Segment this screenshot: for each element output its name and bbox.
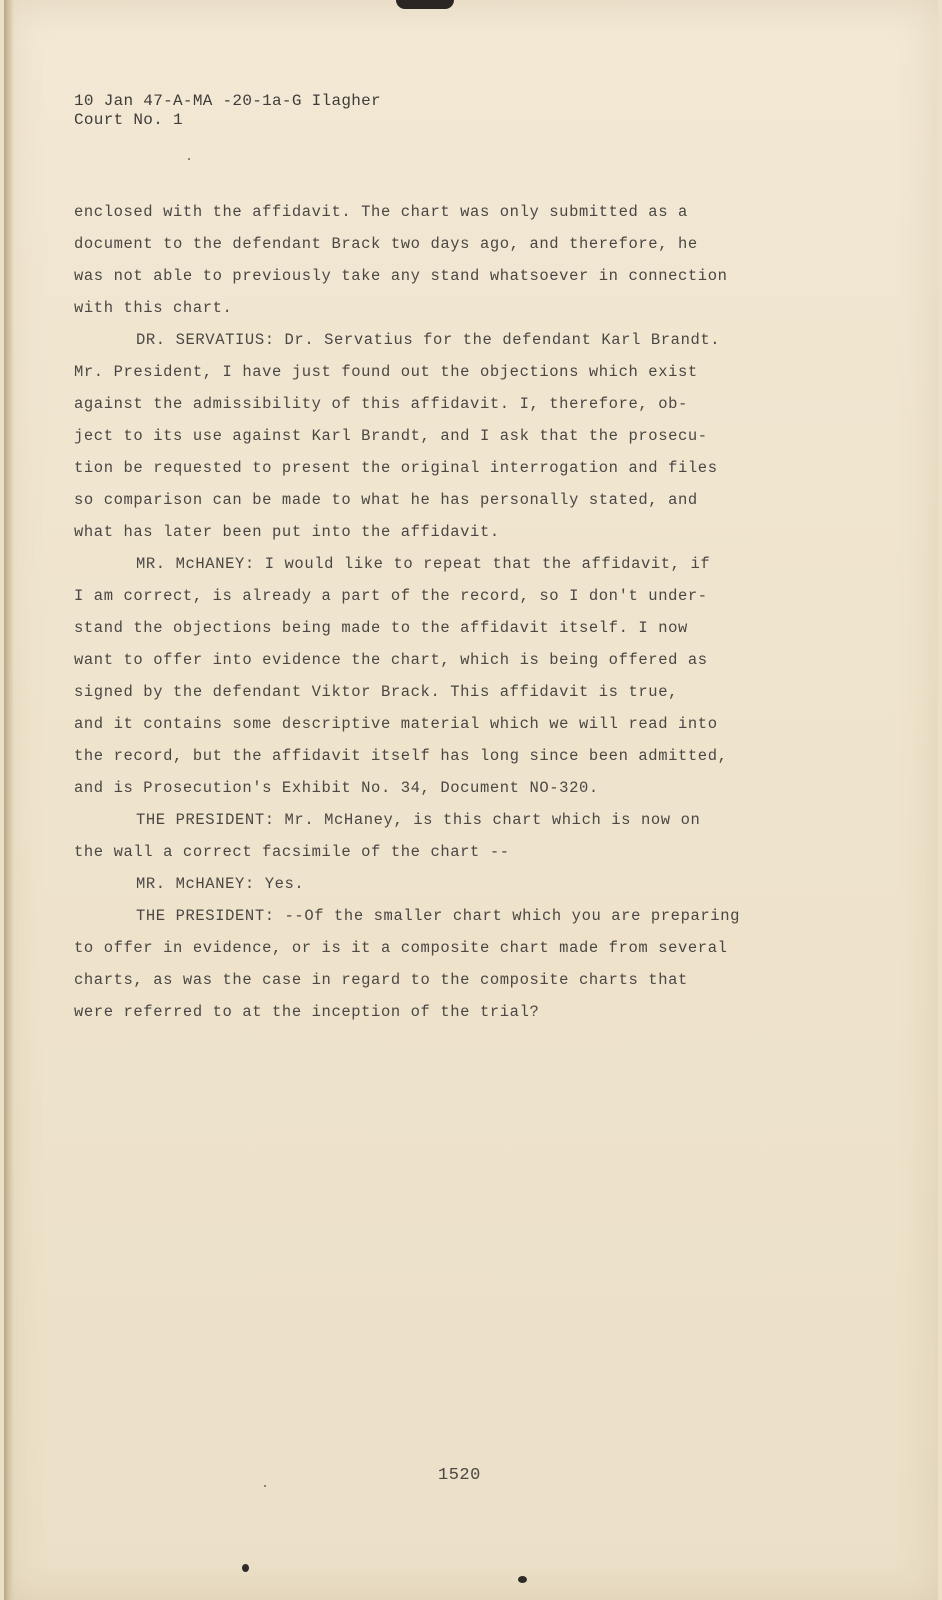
transcript-body	[74, 196, 894, 1028]
transcript-line: MR. McHANEY: I would like to repeat that the affidavit, if	[136, 555, 711, 573]
transcript-line: and is Prosecution's Exhibit No. 34, Document NO-320.	[74, 779, 599, 797]
transcript-line: THE PRESIDENT: Mr. McHaney, is this chart which is now on	[136, 811, 701, 829]
header-court-line: Court No. 1	[74, 111, 183, 129]
transcript-line: tion be requested to present the original interrogation and files	[74, 459, 718, 477]
header-reference-line: 10 Jan 47-A-MA -20-1a-G Ilagher	[74, 92, 381, 110]
transcript-line: document to the defendant Brack two days ago, and therefore, he	[74, 235, 698, 253]
page-number: 1520	[438, 1466, 481, 1485]
transcript-line: the record, but the affidavit itself has long since been admitted,	[74, 747, 728, 765]
top-binding-mark	[396, 0, 454, 9]
transcript-line: against the admissibility of this affidavit. I, therefore, ob-	[74, 395, 688, 413]
ink-speck	[518, 1576, 527, 1583]
ink-speck	[264, 1485, 266, 1487]
transcript-line: signed by the defendant Viktor Brack. This affidavit is true,	[74, 683, 678, 701]
transcript-line: stand the objections being made to the affidavit itself. I now	[74, 619, 688, 637]
transcript-line: I am correct, is already a part of the record, so I don't under-	[74, 587, 708, 605]
ink-speck	[188, 158, 190, 160]
ink-speck	[242, 1564, 249, 1572]
transcript-line: was not able to previously take any stand whatsoever in connection	[74, 267, 728, 285]
transcript-line: charts, as was the case in regard to the composite charts that	[74, 971, 688, 989]
transcript-line: so comparison can be made to what he has personally stated, and	[74, 491, 698, 509]
transcript-line: the wall a correct facsimile of the chart --	[74, 843, 510, 861]
transcript-line: Mr. President, I have just found out the objections which exist	[74, 363, 698, 381]
document-page	[4, 0, 938, 1600]
transcript-line: want to offer into evidence the chart, which is being offered as	[74, 651, 708, 669]
transcript-line: DR. SERVATIUS: Dr. Servatius for the defendant Karl Brandt.	[136, 331, 721, 349]
transcript-line: ject to its use against Karl Brandt, and I ask that the prosecu-	[74, 427, 708, 445]
transcript-line: what has later been put into the affidavit.	[74, 523, 500, 541]
transcript-line: enclosed with the affidavit. The chart was only submitted as a	[74, 203, 688, 221]
page-header	[74, 92, 381, 130]
transcript-line: THE PRESIDENT: --Of the smaller chart which you are preparing	[136, 907, 740, 925]
transcript-line: were referred to at the inception of the trial?	[74, 1003, 540, 1021]
transcript-line: and it contains some descriptive material which we will read into	[74, 715, 718, 733]
transcript-line: with this chart.	[74, 299, 233, 317]
page-edge-shadow	[4, 0, 14, 1600]
transcript-line: MR. McHANEY: Yes.	[136, 875, 305, 893]
transcript-line: to offer in evidence, or is it a composite chart made from several	[74, 939, 728, 957]
